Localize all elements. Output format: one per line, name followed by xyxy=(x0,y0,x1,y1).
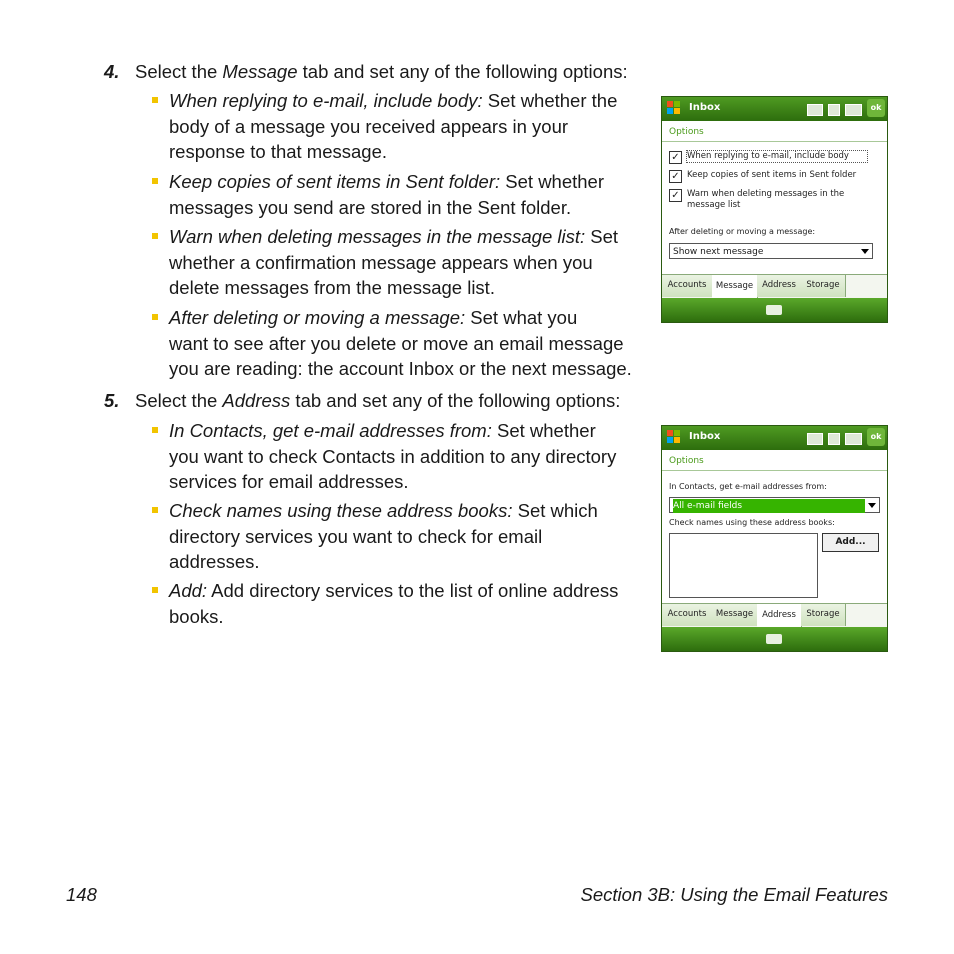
after-delete-label: After deleting or moving a message: xyxy=(669,227,816,236)
option-desc: response to that message. xyxy=(169,141,388,162)
option-desc: body of a message you received appears in your xyxy=(169,115,569,137)
option-desc: books. xyxy=(169,605,224,627)
bullet-square-icon xyxy=(152,427,158,433)
tab-message[interactable]: Message xyxy=(712,275,758,298)
select-value: All e-mail fields xyxy=(673,499,865,513)
bullet-item xyxy=(152,224,647,301)
address-tab-screenshot xyxy=(661,425,888,652)
tab-address[interactable]: Address xyxy=(757,604,802,627)
checkbox-label: When replying to e-mail, include body xyxy=(687,151,867,162)
section-title: Section 3B: Using the Email Features xyxy=(580,884,888,905)
window-title: Inbox xyxy=(689,102,721,113)
option-desc: delete messages from the message list. xyxy=(169,277,495,298)
option-term: After deleting or moving a message: xyxy=(169,307,466,328)
option-term: Warn when deleting messages in the message list: xyxy=(169,226,586,247)
check-icon: ✓ xyxy=(669,189,682,202)
page-number: 148 xyxy=(66,884,97,905)
option-term: Add: xyxy=(169,580,208,601)
windows-start-icon xyxy=(667,101,682,116)
bullet-square-icon xyxy=(152,507,158,513)
option-desc: Set xyxy=(585,226,619,247)
title-bar xyxy=(662,426,887,450)
bullet-square-icon xyxy=(152,233,158,239)
tab-name: Address xyxy=(222,390,291,411)
battery-icon xyxy=(845,104,862,116)
bullet-square-icon xyxy=(152,97,158,103)
option-term: Keep copies of sent items in Sent folder: xyxy=(169,171,501,192)
soft-key-bar xyxy=(662,627,887,651)
option-desc: you want to check Contacts in addition to any directory xyxy=(169,445,617,467)
checkbox-label: Keep copies of sent items in Sent folder xyxy=(687,170,857,180)
tab-storage[interactable]: Storage xyxy=(801,604,846,626)
options-heading: Options xyxy=(669,456,704,466)
bullet-item xyxy=(152,169,647,220)
tab-bar xyxy=(662,274,887,298)
option-desc: addresses. xyxy=(169,551,260,572)
ok-button[interactable]: ok xyxy=(867,99,885,117)
step-text: tab and set any of the following options: xyxy=(290,390,621,411)
checkbox-label: Warn when deleting messages in the message list xyxy=(687,189,845,210)
bullet-square-icon xyxy=(152,178,158,184)
add-button[interactable]: Add... xyxy=(822,533,879,552)
option-desc: services for email addresses. xyxy=(169,471,409,492)
step-4 xyxy=(104,59,628,85)
option-desc: whether a confirmation message appears when you xyxy=(169,251,593,273)
signal-icon xyxy=(828,104,840,116)
bullet-item xyxy=(152,418,647,495)
step-text: Select the xyxy=(135,390,223,411)
option-term: Check names using these address books: xyxy=(169,500,513,521)
ok-button[interactable]: ok xyxy=(867,428,885,446)
bullet-item xyxy=(152,305,672,382)
contacts-source-label: In Contacts, get e-mail addresses from: xyxy=(669,482,827,491)
step-text: tab and set any of the following options: xyxy=(297,61,628,82)
option-desc: want to see after you delete or move an email message xyxy=(169,332,624,354)
option-desc: Set which xyxy=(512,500,598,521)
ev-network-icon xyxy=(807,104,823,116)
option-desc: Set whether the xyxy=(482,90,618,111)
soft-key-bar xyxy=(662,298,887,322)
dropdown-arrow-icon xyxy=(868,503,876,508)
tab-address[interactable]: Address xyxy=(757,275,802,297)
divider xyxy=(662,141,887,142)
address-books-label: Check names using these address books: xyxy=(669,518,835,527)
bullet-item xyxy=(152,88,647,165)
select-value: Show next message xyxy=(673,247,764,257)
title-bar xyxy=(662,97,887,121)
message-tab-screenshot xyxy=(661,96,888,323)
window-title: Inbox xyxy=(689,431,721,442)
tab-storage[interactable]: Storage xyxy=(801,275,846,297)
contacts-source-select[interactable] xyxy=(669,497,880,513)
keyboard-icon[interactable] xyxy=(766,305,782,315)
bullet-square-icon xyxy=(152,314,158,320)
option-desc: Set whether xyxy=(500,171,605,192)
option-desc: messages you send are stored in the Sent folder. xyxy=(169,196,572,218)
option-term: In Contacts, get e-mail addresses from: xyxy=(169,420,492,441)
option-desc: Set what you xyxy=(465,307,578,328)
tab-accounts[interactable]: Accounts xyxy=(662,275,713,297)
step-text: Select the xyxy=(135,61,223,82)
dropdown-arrow-icon xyxy=(861,249,869,254)
check-icon: ✓ xyxy=(669,151,682,164)
battery-icon xyxy=(845,433,862,445)
check-icon: ✓ xyxy=(669,170,682,183)
step-number: 4. xyxy=(104,61,120,82)
tab-name: Message xyxy=(222,61,298,82)
option-desc: you are reading: the account Inbox or the next message. xyxy=(169,358,632,379)
ev-network-icon xyxy=(807,433,823,445)
windows-start-icon xyxy=(667,430,682,445)
step-5 xyxy=(104,388,620,414)
step-number: 5. xyxy=(104,390,120,411)
option-desc: Set whether xyxy=(491,420,596,441)
bullet-item xyxy=(152,578,647,629)
tab-message[interactable]: Message xyxy=(712,604,758,626)
option-term: When replying to e-mail, include body: xyxy=(169,90,483,111)
tab-bar xyxy=(662,603,887,627)
keyboard-icon[interactable] xyxy=(766,634,782,644)
after-delete-select[interactable] xyxy=(669,243,873,259)
divider xyxy=(662,470,887,471)
option-desc: directory services you want to check for email xyxy=(169,525,543,547)
options-heading: Options xyxy=(669,127,704,137)
tab-accounts[interactable]: Accounts xyxy=(662,604,713,626)
option-desc: Add directory services to the list of online address xyxy=(207,580,619,601)
bullet-square-icon xyxy=(152,587,158,593)
bullet-item xyxy=(152,498,647,575)
signal-icon xyxy=(828,433,840,445)
address-books-list[interactable] xyxy=(669,533,818,598)
